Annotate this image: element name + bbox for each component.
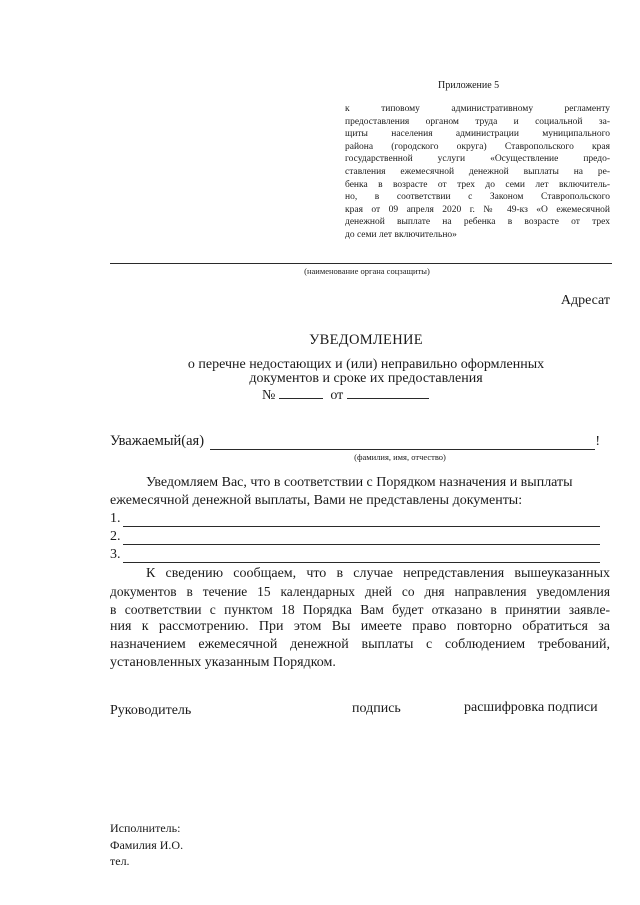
doc-item xyxy=(110,509,600,527)
appendix-note-line: края от 09 апреля 2020 г. № 49-кз «О ежемесячной xyxy=(345,204,610,215)
notice-subtitle-2: документов и сроке их предоставления xyxy=(249,371,483,386)
fio-caption: (фамилия, имя, отчество) xyxy=(354,452,446,462)
organ-caption: (наименование органа соцзащиты) xyxy=(304,266,430,276)
paragraph-2-line: К сведению сообщаем, что в случае непредставления вышеуказанных xyxy=(146,566,610,581)
executor-phone: тел. xyxy=(110,854,130,868)
doc-item xyxy=(110,545,600,563)
appendix-note-line: бенка в возрасте от трех до семи лет включитель- xyxy=(345,179,610,190)
number-label: № xyxy=(262,388,276,403)
paragraph-2-line: назначением ежемесячной денежной выплаты с соблюдением требований, xyxy=(110,637,610,653)
doc-item-line xyxy=(123,512,601,527)
organ-line xyxy=(110,263,612,264)
appendix-note-line: к типовому административному регламенту xyxy=(345,104,610,114)
doc-items xyxy=(110,509,600,563)
doc-item-number: 3. xyxy=(110,547,121,562)
notice-number-row xyxy=(262,386,429,404)
appendix-note-line: предоставления органом труда и социальной за- xyxy=(345,116,610,127)
doc-item-number: 1. xyxy=(110,511,121,526)
doc-item-line xyxy=(123,530,601,545)
paragraph-1-line: Уведомляем Вас, что в соответствии с Порядком назначения и выплаты xyxy=(146,475,573,490)
doc-item-line xyxy=(123,548,601,563)
notice-title: УВЕДОМЛЕНИЕ xyxy=(309,332,423,348)
paragraph-2-line: ния к рассмотрению. При этом Вы имеете право повторно обратиться за xyxy=(110,619,610,635)
appendix-note-line: ставления ежемесячной денежной выплаты на ре- xyxy=(345,166,610,177)
appendix-note-line: района (городского округа) Ставропольского края xyxy=(345,141,610,152)
paragraph-2-line: документов в течение 15 календарных дней со дня направления уведомления xyxy=(110,583,610,599)
executor-name: Фамилия И.О. xyxy=(110,837,184,852)
number-blank xyxy=(279,386,323,399)
paragraph-1-line: ежемесячной денежной выплаты, Вами не представлены документы: xyxy=(110,492,523,508)
appendix-note-line: щиты населения администрации муниципального xyxy=(345,129,610,140)
executor-block xyxy=(110,820,183,870)
greeting-end: ! xyxy=(595,434,600,449)
addressee: Адресат xyxy=(560,293,610,308)
notice-subtitle-1: о перечне недостающих и (или) неправильно оформленных xyxy=(187,357,545,372)
appendix-note-line: до семи лет включительно» xyxy=(345,229,457,240)
executor-label: Исполнитель: xyxy=(110,821,181,835)
appendix-note-line: государственной услуги «Осуществление предо- xyxy=(345,154,610,165)
from-label: от xyxy=(330,388,344,403)
paragraph-1 xyxy=(110,474,610,510)
greeting-label: Уважаемый(ая) xyxy=(110,433,205,449)
appendix-note-line: денежной выплате на ребенка в возрасте от трех xyxy=(345,217,610,228)
greeting-row xyxy=(110,432,600,450)
signature-decode: расшифровка подписи xyxy=(464,700,598,715)
date-blank xyxy=(347,386,429,399)
appendix-title: Приложение 5 xyxy=(438,80,500,91)
appendix-note xyxy=(345,103,610,242)
appendix-note-line: но, в соответствии с Законом Ставропольского xyxy=(345,192,610,203)
paragraph-2-line: в соответствии с пунктом 18 Порядка Вам будет отказано в принятии заявле- xyxy=(110,601,610,617)
signature-role: Руководитель xyxy=(110,703,192,718)
signature-sign: подпись xyxy=(352,701,401,716)
fio-line xyxy=(210,435,595,450)
paragraph-2 xyxy=(110,565,610,672)
doc-item-number: 2. xyxy=(110,529,121,544)
doc-item xyxy=(110,527,600,545)
paragraph-2-line: установленных указанным Порядком. xyxy=(110,654,336,670)
